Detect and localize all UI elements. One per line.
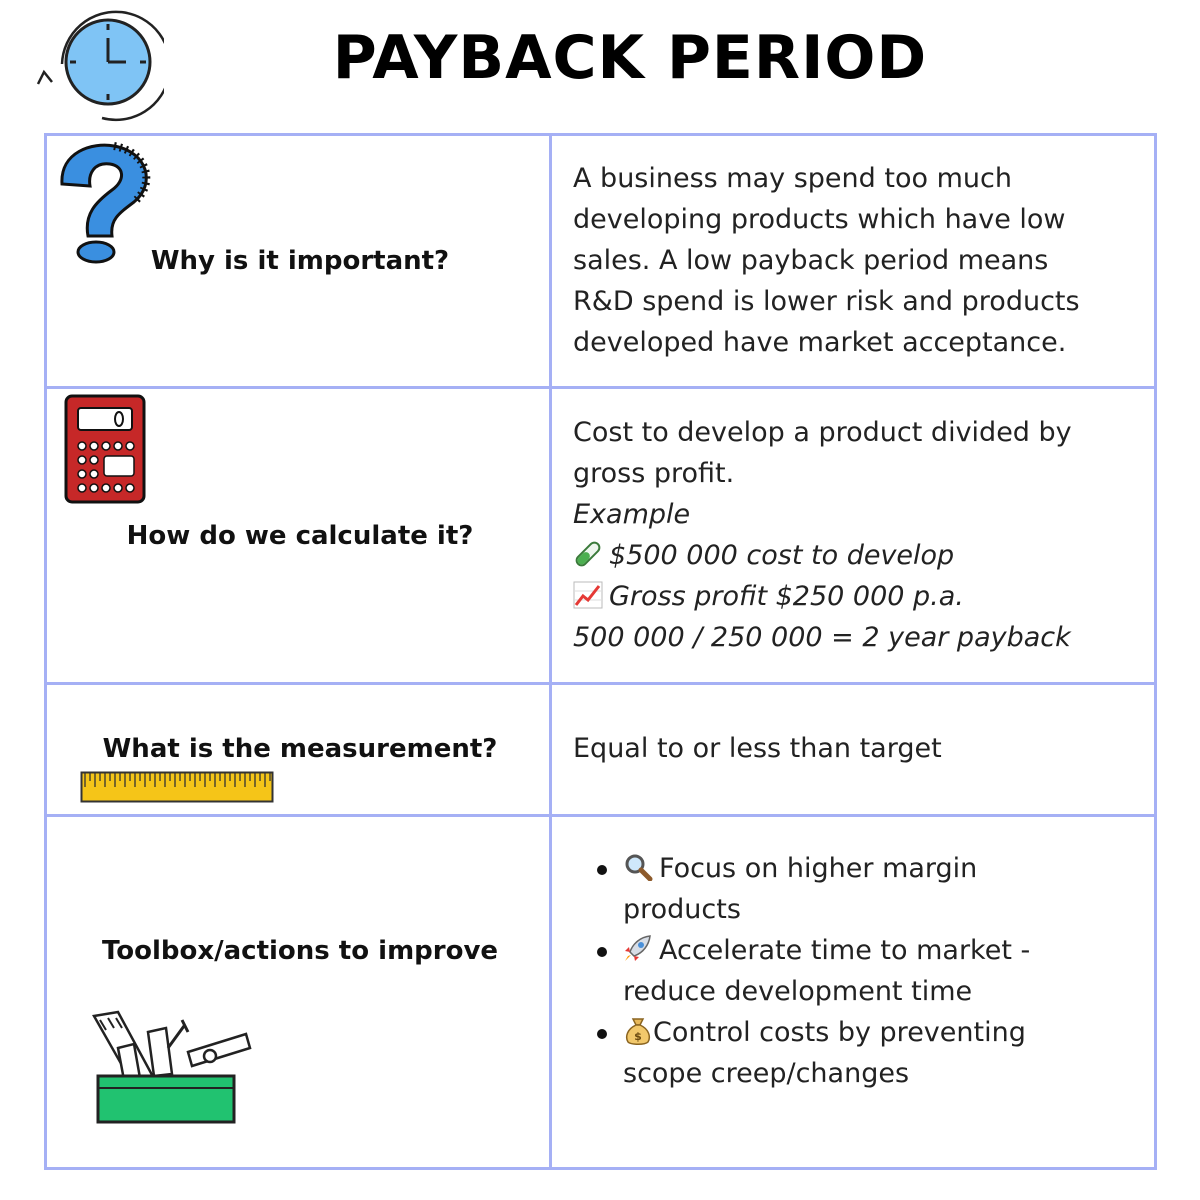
ruler-icon bbox=[80, 771, 274, 803]
bullet-line: Focus on higher margin bbox=[659, 853, 978, 884]
bullet-line: Accelerate time to market - bbox=[659, 935, 1031, 966]
bullet-line: scope creep/changes bbox=[623, 1058, 910, 1089]
bullet-text bbox=[623, 848, 1133, 930]
row-divider bbox=[44, 386, 1157, 389]
bullet-line: Control costs by preventing bbox=[653, 1017, 1026, 1048]
row-divider bbox=[44, 682, 1157, 685]
improvement-actions-list bbox=[573, 848, 1133, 1094]
question-label-measurement: What is the measurement? bbox=[102, 734, 498, 764]
answer-line: Cost to develop a product divided by bbox=[573, 417, 1072, 448]
toolbox-icon bbox=[88, 1008, 256, 1126]
answer-measurement: Equal to or less than target bbox=[573, 733, 942, 764]
chart-increasing-icon bbox=[573, 580, 603, 608]
answer-how bbox=[573, 412, 1143, 658]
bullet-text bbox=[623, 930, 1133, 1012]
example-profit-line bbox=[573, 576, 1143, 617]
svg-text:$: $ bbox=[634, 1030, 642, 1043]
example-cost: $500 000 cost to develop bbox=[609, 540, 955, 571]
answer-why bbox=[573, 158, 1143, 363]
rocket-icon bbox=[623, 934, 653, 962]
bullet-text bbox=[623, 1012, 1133, 1094]
example-cost-line bbox=[573, 535, 1143, 576]
calculator-icon bbox=[64, 394, 146, 504]
question-label-why: Why is it important? bbox=[150, 246, 450, 276]
answer-line: R&D spend is lower risk and products bbox=[573, 286, 1080, 317]
list-item bbox=[573, 848, 1133, 930]
question-label-how: How do we calculate it? bbox=[126, 521, 474, 551]
answer-line: sales. A low payback period means bbox=[573, 245, 1049, 276]
answer-line: developed have market acceptance. bbox=[573, 327, 1067, 358]
answer-line: developing products which have low bbox=[573, 204, 1066, 235]
answer-line: gross profit. bbox=[573, 458, 735, 489]
example-profit: Gross profit $250 000 p.a. bbox=[609, 581, 964, 612]
bullet-line: reduce development time bbox=[623, 976, 973, 1007]
question-label-toolbox: Toolbox/actions to improve bbox=[101, 936, 499, 966]
bullet-dot bbox=[597, 865, 607, 875]
bullet-dot bbox=[597, 947, 607, 957]
money-bag-icon bbox=[623, 1016, 653, 1044]
example-label: Example bbox=[573, 499, 691, 530]
row-divider bbox=[44, 814, 1157, 817]
list-item bbox=[573, 930, 1133, 1012]
bullet-line: products bbox=[623, 894, 741, 925]
example-result: 500 000 / 250 000 = 2 year payback bbox=[573, 622, 1071, 653]
bullet-dot bbox=[597, 1029, 607, 1039]
column-divider bbox=[549, 133, 552, 1170]
test-tube-icon bbox=[573, 539, 603, 567]
list-item bbox=[573, 1012, 1133, 1094]
page-title: PAYBACK PERIOD bbox=[332, 23, 928, 93]
answer-line: A business may spend too much bbox=[573, 163, 1012, 194]
magnifying-glass-icon bbox=[623, 852, 653, 880]
